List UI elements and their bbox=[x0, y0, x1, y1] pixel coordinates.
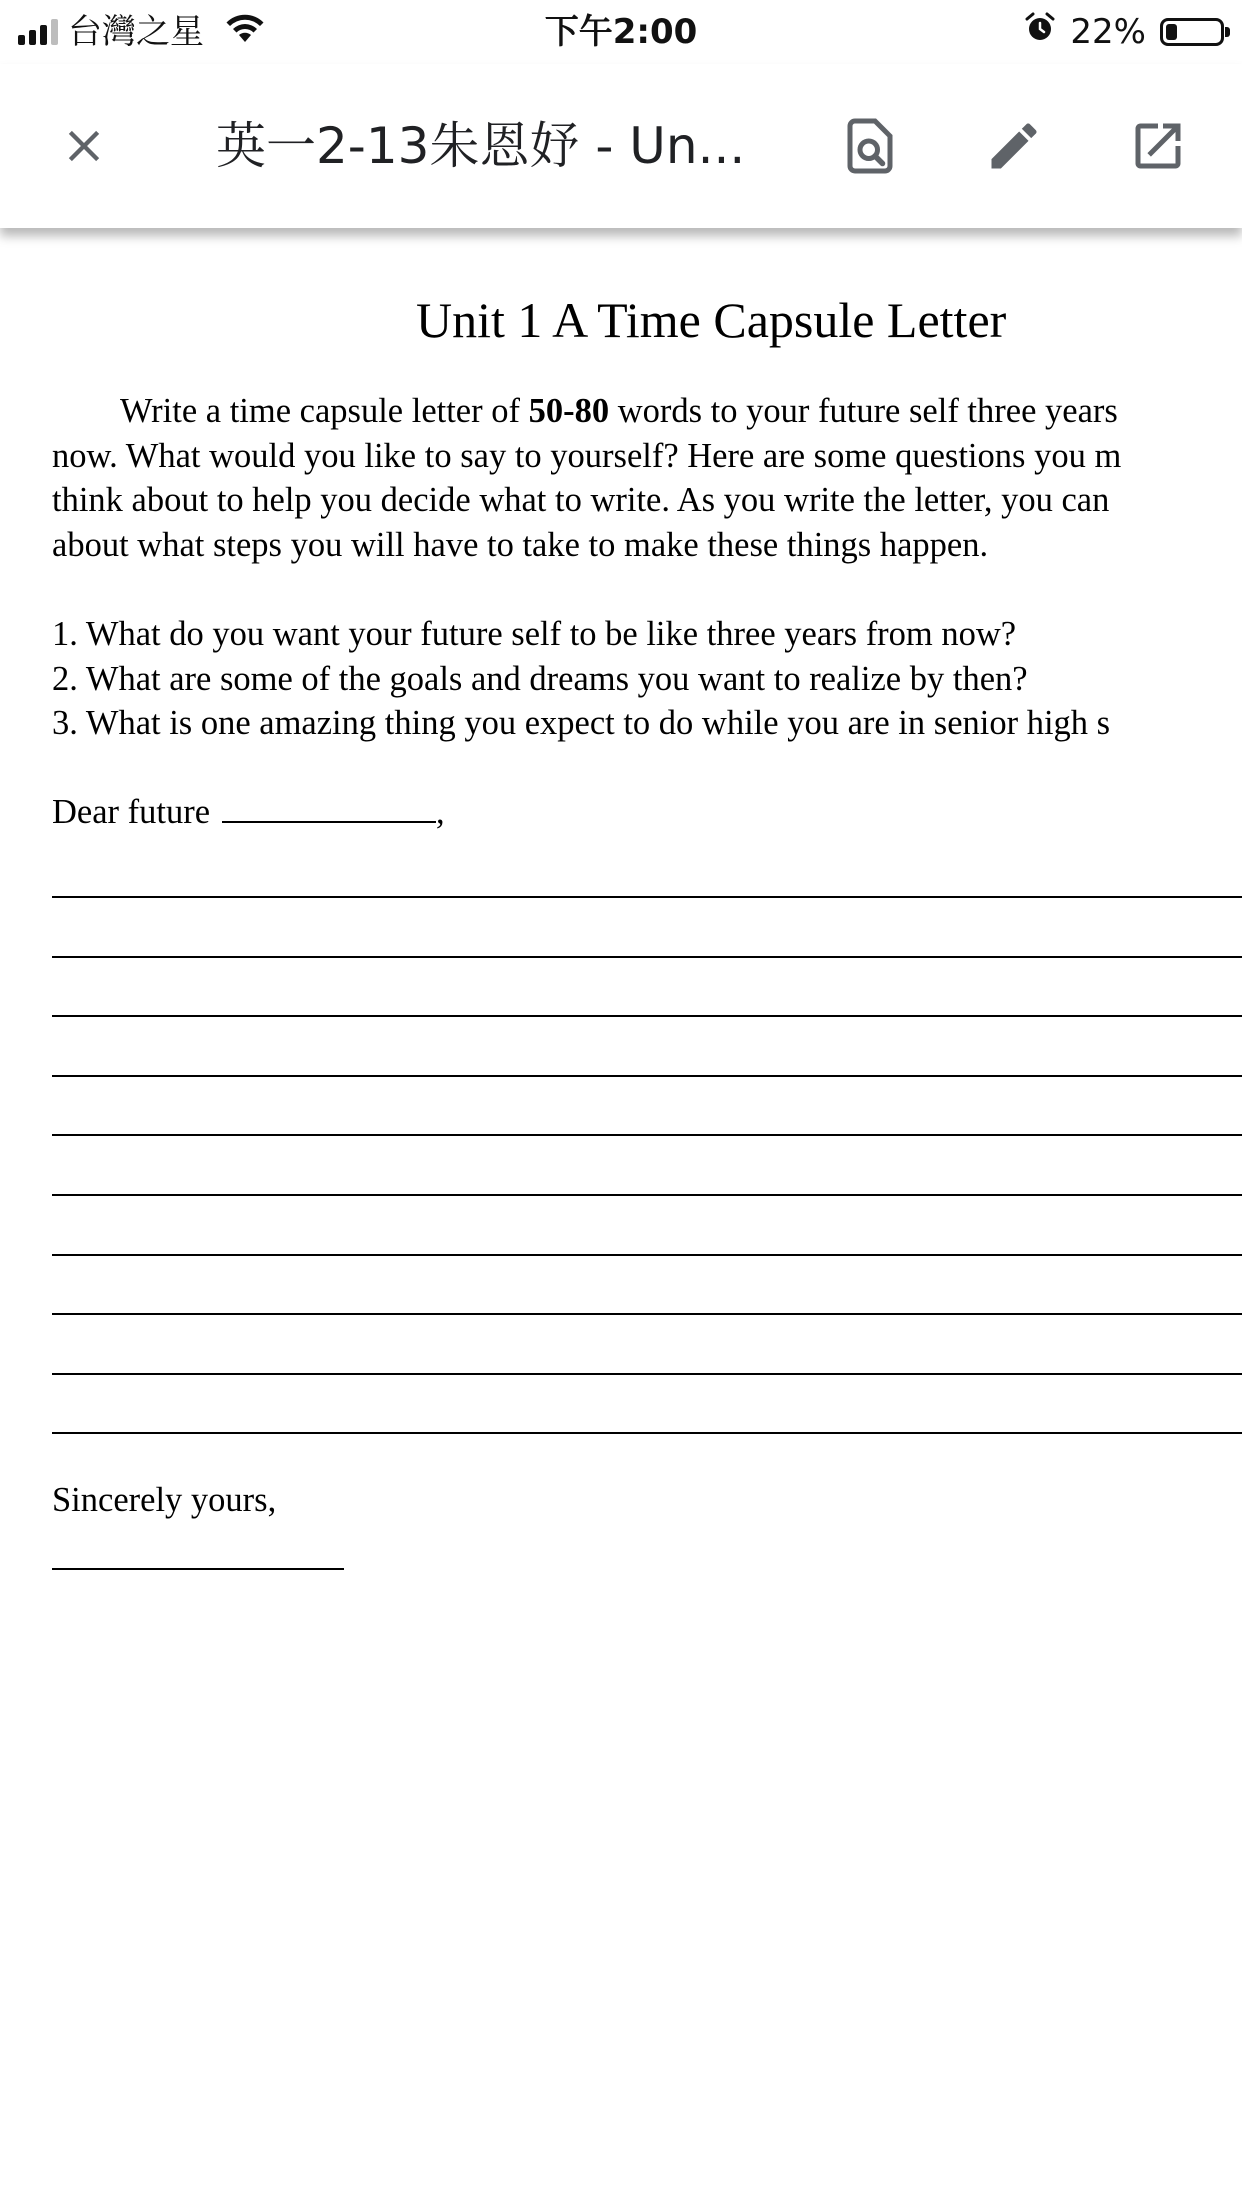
close-icon bbox=[58, 120, 110, 172]
word-count-bold: 50-80 bbox=[528, 392, 610, 430]
question-list bbox=[52, 612, 1110, 746]
pencil-edit-icon bbox=[984, 116, 1044, 176]
writing-line bbox=[52, 1254, 1242, 1256]
close-button[interactable] bbox=[42, 104, 126, 188]
closing: Sincerely yours, bbox=[52, 1481, 277, 1519]
salutation bbox=[52, 790, 445, 835]
writing-line bbox=[52, 1015, 1242, 1017]
writing-line bbox=[52, 1194, 1242, 1196]
carrier-name: 台灣之星 bbox=[68, 12, 204, 52]
intro-line-1 bbox=[52, 389, 1121, 434]
viewer-toolbar bbox=[0, 64, 1242, 228]
intro-text: words to your future self three years bbox=[609, 392, 1118, 430]
writing-line bbox=[52, 1373, 1242, 1375]
intro-line-3: think about to help you decide what to write. As you write the letter, you can bbox=[52, 481, 1110, 519]
battery-icon bbox=[1160, 18, 1224, 46]
signature-line bbox=[52, 1568, 344, 1570]
writing-line bbox=[52, 1134, 1242, 1136]
writing-line bbox=[52, 956, 1242, 958]
battery-level-fill bbox=[1166, 24, 1177, 40]
open-external-button[interactable] bbox=[1116, 104, 1200, 188]
status-time: 下午2:00 bbox=[544, 12, 698, 52]
document-title: 英一2-13朱恩妤 - Un... bbox=[216, 117, 746, 175]
document-page bbox=[0, 228, 1242, 2208]
edit-button[interactable] bbox=[972, 104, 1056, 188]
question-item: 1. What do you want your future self to be like three years from now? bbox=[52, 615, 1017, 653]
question-item: 2. What are some of the goals and dreams you want to realize by then? bbox=[52, 659, 1028, 698]
open-in-new-icon bbox=[1128, 116, 1188, 176]
salutation-text: Dear future bbox=[52, 793, 211, 831]
writing-line bbox=[52, 1075, 1242, 1077]
intro-paragraph bbox=[52, 389, 1121, 567]
writing-line bbox=[52, 1313, 1242, 1315]
writing-lines bbox=[52, 896, 1242, 1492]
question-item: 3. What is one amazing thing you expect to do while you are in senior high s bbox=[52, 704, 1111, 742]
writing-line bbox=[52, 896, 1242, 898]
status-right bbox=[1024, 10, 1224, 54]
intro-text: Write a time capsule letter of bbox=[120, 392, 529, 430]
status-bar bbox=[0, 0, 1242, 64]
salutation-blank bbox=[222, 791, 436, 823]
intro-line-2: now. What would you like to say to yourself? Here are some questions you m bbox=[52, 436, 1122, 475]
find-in-document-button[interactable] bbox=[828, 104, 912, 188]
intro-line-4: about what steps you will have to take to make these things happen. bbox=[52, 525, 989, 564]
alarm-icon bbox=[1024, 10, 1056, 54]
salutation-comma: , bbox=[436, 793, 445, 831]
battery-percent: 22% bbox=[1070, 12, 1146, 52]
writing-line bbox=[52, 1432, 1242, 1434]
document-heading: Unit 1 A Time Capsule Letter bbox=[416, 292, 1007, 348]
find-in-document-icon bbox=[840, 116, 900, 176]
